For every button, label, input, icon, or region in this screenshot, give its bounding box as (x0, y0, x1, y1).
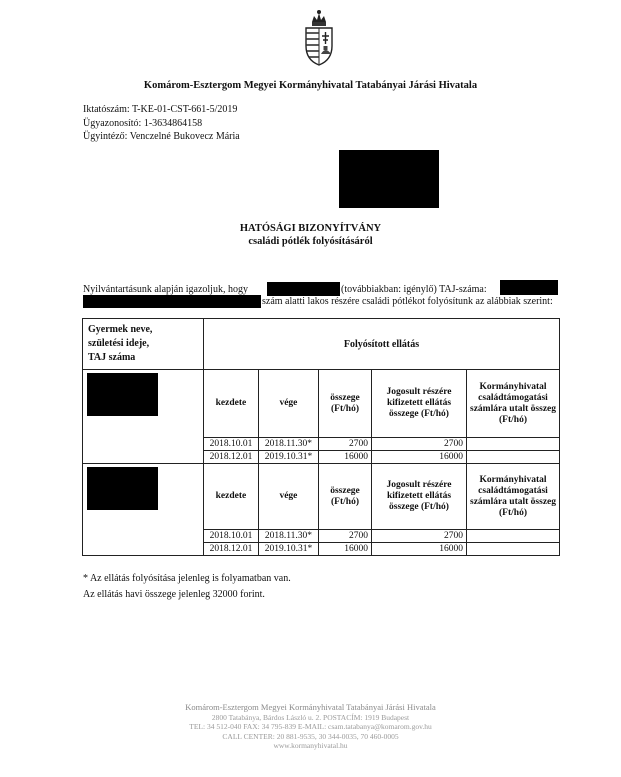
note-ongoing: * Az ellátás folyósítása jelenleg is folyamatban van. (83, 573, 291, 584)
document-title-block (0, 222, 621, 248)
redacted-child-1 (87, 373, 158, 416)
case-id: Ügyazonosító: 1-3634864158 (83, 117, 203, 129)
start-date: 2018.10.01 (204, 438, 259, 451)
col-paid-header: Jogosult részére kifizetett ellátás összege (Ft/hó) (372, 370, 467, 438)
child-2-cell (83, 464, 204, 556)
document-subtitle: családi pótlék folyósításáról (248, 236, 373, 247)
end-date: 2019.10.31* (258, 451, 318, 464)
case-officer: Ügyintéző: Venczelné Bukovecz Mária (83, 131, 240, 142)
transferred-amount (467, 543, 560, 556)
redacted-taj (500, 280, 558, 295)
redacted-address-block (339, 150, 439, 208)
transferred-amount (467, 530, 560, 543)
start-date: 2018.12.01 (204, 543, 259, 556)
office-title: Komárom-Esztergom Megyei Kormányhivatal Tatabányai Járási Hivatala (143, 80, 478, 91)
col-amount-header: összege (Ft/hó) (319, 464, 372, 530)
paid-amount: 2700 (372, 530, 467, 543)
col-start-header: kezdete (204, 464, 259, 530)
benefit-header: Folyósított ellátás (204, 319, 560, 370)
intro-text-3: szám alatti lakos részére családi pótlékot folyósítunk az alábbiak szerint: (262, 296, 553, 307)
redacted-child-2 (87, 467, 158, 510)
child-header-line: TAJ száma (88, 352, 136, 363)
notes (83, 571, 291, 603)
child-header-line: születési ideje, (88, 338, 150, 349)
amount: 2700 (319, 530, 372, 543)
paid-amount: 16000 (372, 451, 467, 464)
redacted-address (83, 295, 261, 308)
child-header (83, 319, 204, 370)
intro-text-1: Nyilvántartásunk alapján igazoljuk, hogy (83, 284, 248, 295)
footer-address: 2800 Tatabánya, Bárdos László u. 2. POSTACÍM: 1919 Budapest (211, 712, 410, 722)
transferred-amount (467, 438, 560, 451)
col-end-header: vége (258, 370, 318, 438)
redacted-name (267, 282, 340, 296)
end-date: 2018.11.30* (258, 438, 318, 451)
paid-amount: 16000 (372, 543, 467, 556)
child-1-cell (83, 370, 204, 464)
col-end-header: vége (258, 464, 318, 530)
note-monthly-amount: Az ellátás havi összege jelenleg 32000 forint. (83, 589, 265, 600)
footer-contact: TEL: 34 512-040 FAX: 34 795-839 E-MAIL: csam.tatabanya@komarom.gov.hu (189, 722, 432, 731)
paid-amount: 2700 (372, 438, 467, 451)
col-amount-header: összege (Ft/hó) (319, 370, 372, 438)
hungarian-coat-of-arms-icon (302, 8, 336, 66)
start-date: 2018.12.01 (204, 451, 259, 464)
end-date: 2018.11.30* (258, 530, 318, 543)
page-footer (0, 703, 621, 751)
filing-number: Iktatószám: T-KE-01-CST-661-5/2019 (83, 104, 238, 115)
start-date: 2018.10.01 (204, 530, 259, 543)
amount: 16000 (319, 451, 372, 464)
benefit-table (82, 318, 560, 556)
intro-text-2: (továbbiakban: igénylő) TAJ-száma: (341, 284, 487, 295)
col-start-header: kezdete (204, 370, 259, 438)
document-metadata (83, 103, 240, 144)
document-title: HATÓSÁGI BIZONYÍTVÁNY (239, 223, 382, 234)
child-header-line: Gyermek neve, (88, 324, 153, 335)
end-date: 2019.10.31* (258, 543, 318, 556)
col-paid-header: Jogosult részére kifizetett ellátás összege (Ft/hó) (372, 464, 467, 530)
footer-website: www.kormanyhivatal.hu (273, 741, 348, 750)
amount: 16000 (319, 543, 372, 556)
footer-call-center: CALL CENTER: 20 881-9535, 30 344-0035, 70 460-0005 (222, 731, 399, 741)
transferred-amount (467, 451, 560, 464)
footer-office: Komárom-Esztergom Megyei Kormányhivatal Tatabányai Járási Hivatala (185, 702, 436, 712)
amount: 2700 (319, 438, 372, 451)
col-transferred-header: Kormányhivatal családtámogatási számlára utalt összeg (Ft/hó) (467, 464, 560, 530)
col-transferred-header: Kormányhivatal családtámogatási számlára utalt összeg (Ft/hó) (467, 370, 560, 438)
